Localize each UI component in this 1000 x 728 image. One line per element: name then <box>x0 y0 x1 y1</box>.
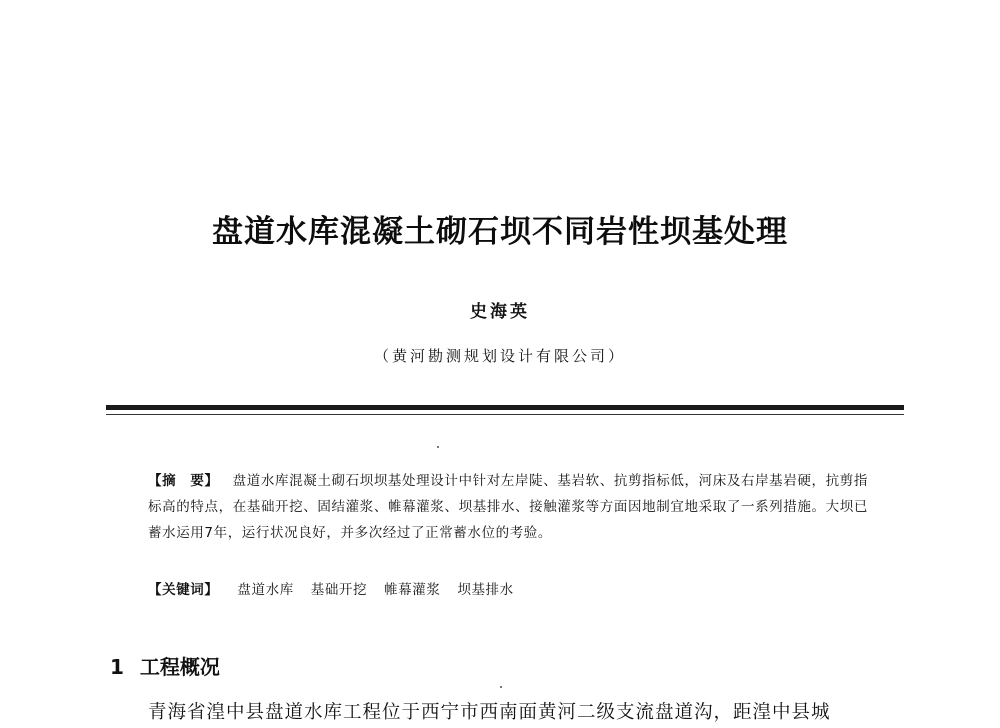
body-paragraph-line: 青海省湟中县盘道水库工程位于西宁市西南面黄河二级支流盘道沟，距湟中县城 <box>148 702 831 723</box>
section-title: 工程概况 <box>139 655 220 679</box>
author-name: 史海英 <box>470 302 530 322</box>
section-number: 1 <box>110 655 124 679</box>
keywords-label: 【关键词】 <box>148 582 219 598</box>
keyword-item: 帷幕灌浆 <box>384 582 441 598</box>
keyword-item: 盘道水库 <box>237 582 294 598</box>
section-heading <box>110 651 220 680</box>
header-rule-thin <box>106 414 904 415</box>
keyword-item: 坝基排水 <box>457 582 514 598</box>
scan-speck <box>437 446 439 448</box>
header-rule-thick <box>106 405 904 410</box>
abstract-text: 盘道水库混凝土砌石坝坝基处理设计中针对左岸陡、基岩软、抗剪指标低，河床及右岸基岩硬，抗剪指标高的特点，在基础开挖、固结灌浆、帷幕灌浆、坝基排水、接触灌浆等方面因地制宜地采取了一系列措施。大坝已蓄水运用7年，运行状况良好，并多次经过了正常蓄水位的考验。 <box>148 473 869 541</box>
abstract-block <box>148 468 868 546</box>
author-affiliation: （黄河勘测规划设计有限公司） <box>373 347 626 365</box>
abstract-label: 【摘 要】 <box>148 473 219 489</box>
keyword-item: 基础开挖 <box>310 582 368 598</box>
paper-title: 盘道水库混凝土砌石坝不同岩性坝基处理 <box>212 214 788 250</box>
keywords-block <box>148 578 526 598</box>
scan-speck <box>500 686 502 688</box>
